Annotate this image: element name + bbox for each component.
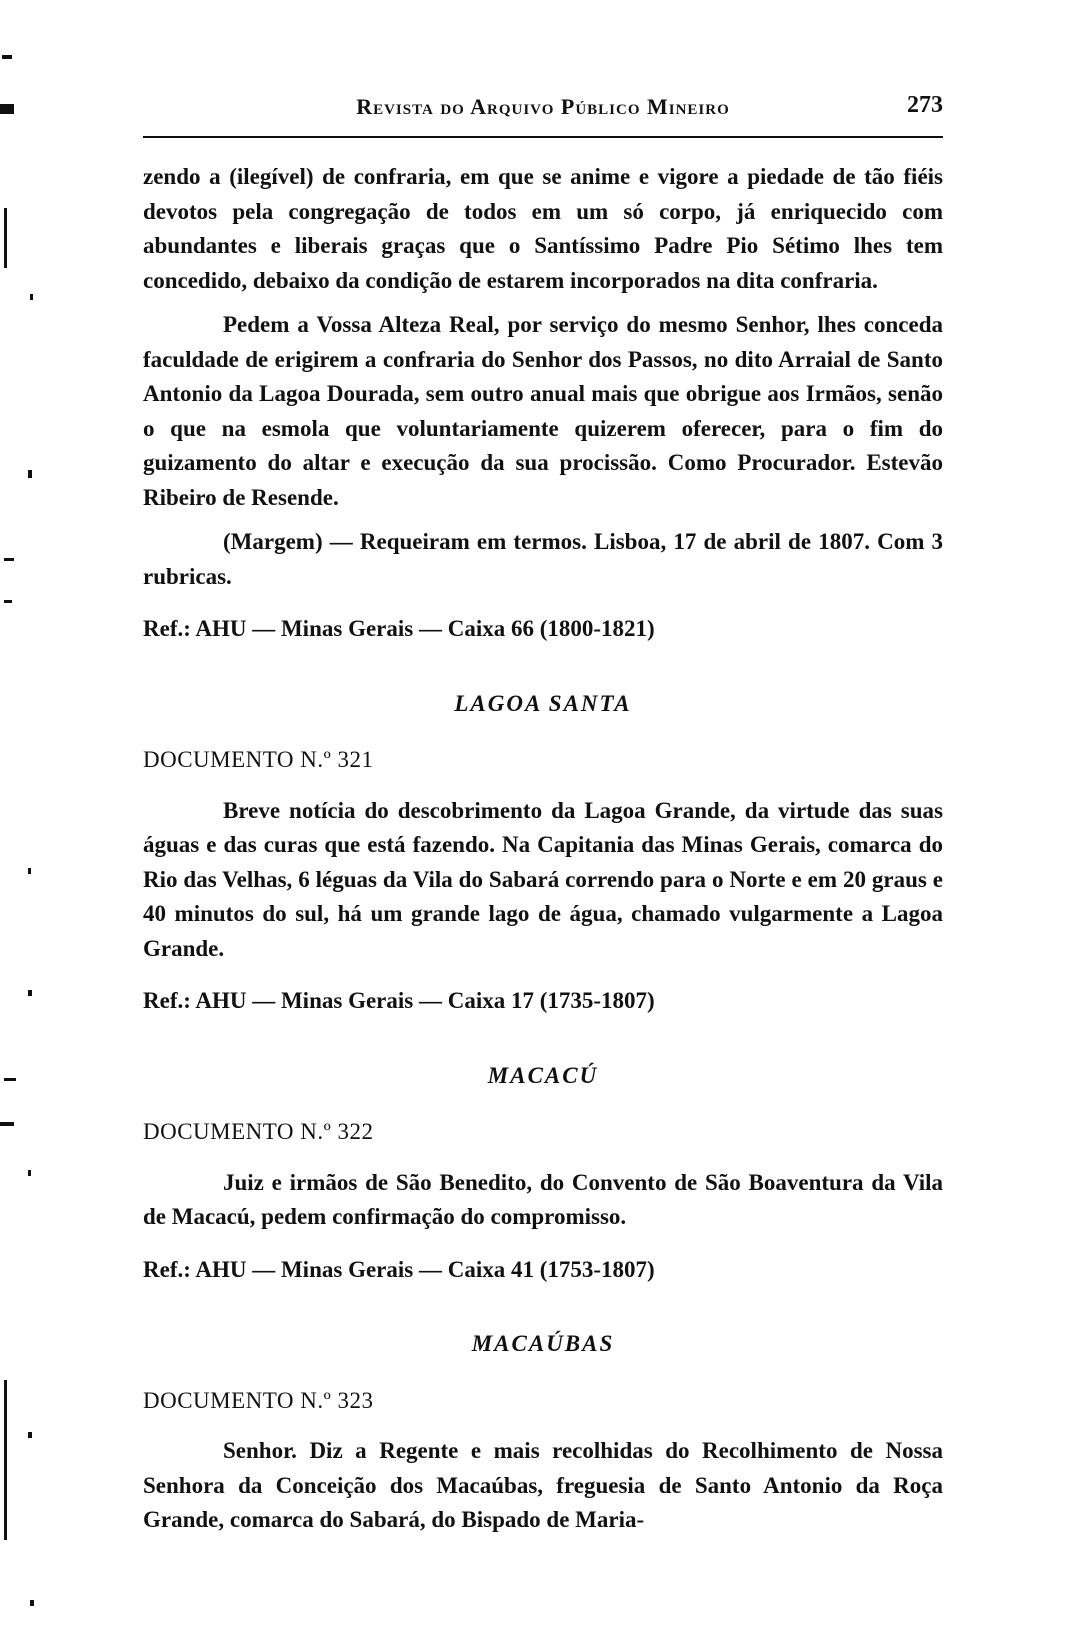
section-title-macaubas: MACAÚBAS xyxy=(471,1331,615,1356)
page-number: 273 xyxy=(907,92,943,118)
page-body xyxy=(143,160,943,1538)
reference-ahu-caixa-66: Ref.: AHU — Minas Gerais — Caixa 66 (1800-1821) xyxy=(143,616,655,641)
page-header xyxy=(143,90,943,138)
reference-ahu-caixa-17: Ref.: AHU — Minas Gerais — Caixa 17 (1735-1807) xyxy=(143,988,655,1013)
paragraph-margin-note: (Margem) — Requeiram em termos. Lisboa, 17 de abril de 1807. Com 3 rubricas. xyxy=(143,529,943,589)
paragraph-continuation: zendo a (ilegível) de confraria, em que se anime e vigore a piedade de tão fiéis devotos pela congregação de todos em um só corpo, já enriquecido com abundantes e liberais graças que o Santíssimo Padre Pio Sétimo lhes tem concedido, debaixo da condição de estarem incorporados na dita confraria. xyxy=(143,164,943,293)
paragraph-sao-benedito: Juiz e irmãos de São Benedito, do Convento de São Boaventura da Vila de Macacú, pedem confirmação do compromisso. xyxy=(143,1169,943,1229)
document-number-322: DOCUMENTO N.º 322 xyxy=(143,1119,374,1144)
document-number-321: DOCUMENTO N.º 321 xyxy=(143,747,374,772)
reference-ahu-caixa-41: Ref.: AHU — Minas Gerais — Caixa 41 (1753-1807) xyxy=(143,1256,655,1282)
scan-edge-marks xyxy=(0,0,40,1646)
section-title-macacu: MACACÚ xyxy=(487,1062,599,1088)
document-number-323: DOCUMENTO N.º 323 xyxy=(143,1387,374,1413)
paragraph-lagoa-grande: Breve notícia do descobrimento da Lagoa Grande, da virtude das suas águas e das curas que está fazendo. Na Capitania das Minas Gerais, comarca do Rio das Velhas, 6 léguas da Vila do Sabará correndo para o Norte e em 20 graus e 40 minutos do sul, há um grande lago de água, chamado vulgarmente a Lagoa Grande. xyxy=(143,797,943,961)
paragraph-petition: Pedem a Vossa Alteza Real, por serviço do mesmo Senhor, lhes conceda faculdade de erigirem a confraria do Senhor dos Passos, no dito Arraial de Santo Antonio da Lagoa Dourada, sem outro anual mais que obrigue aos Irmãos, senão o que na esmola que voluntariamente quizerem oferecer, para o fim do guizamento do altar e execução da sua procissão. Como Procurador. Estevão Ribeiro de Resende. xyxy=(143,312,943,510)
section-title-lagoa-santa: LAGOA SANTA xyxy=(454,690,632,716)
paragraph-recolhimento: Senhor. Diz a Regente e mais recolhidas do Recolhimento de Nossa Senhora da Conceição dos Macaúbas, freguesia de Santo Antonio da Roça Grande, comarca do Sabará, do Bispado de Maria- xyxy=(143,1438,943,1532)
running-title: Revista do Arquivo Público Mineiro xyxy=(356,94,730,119)
